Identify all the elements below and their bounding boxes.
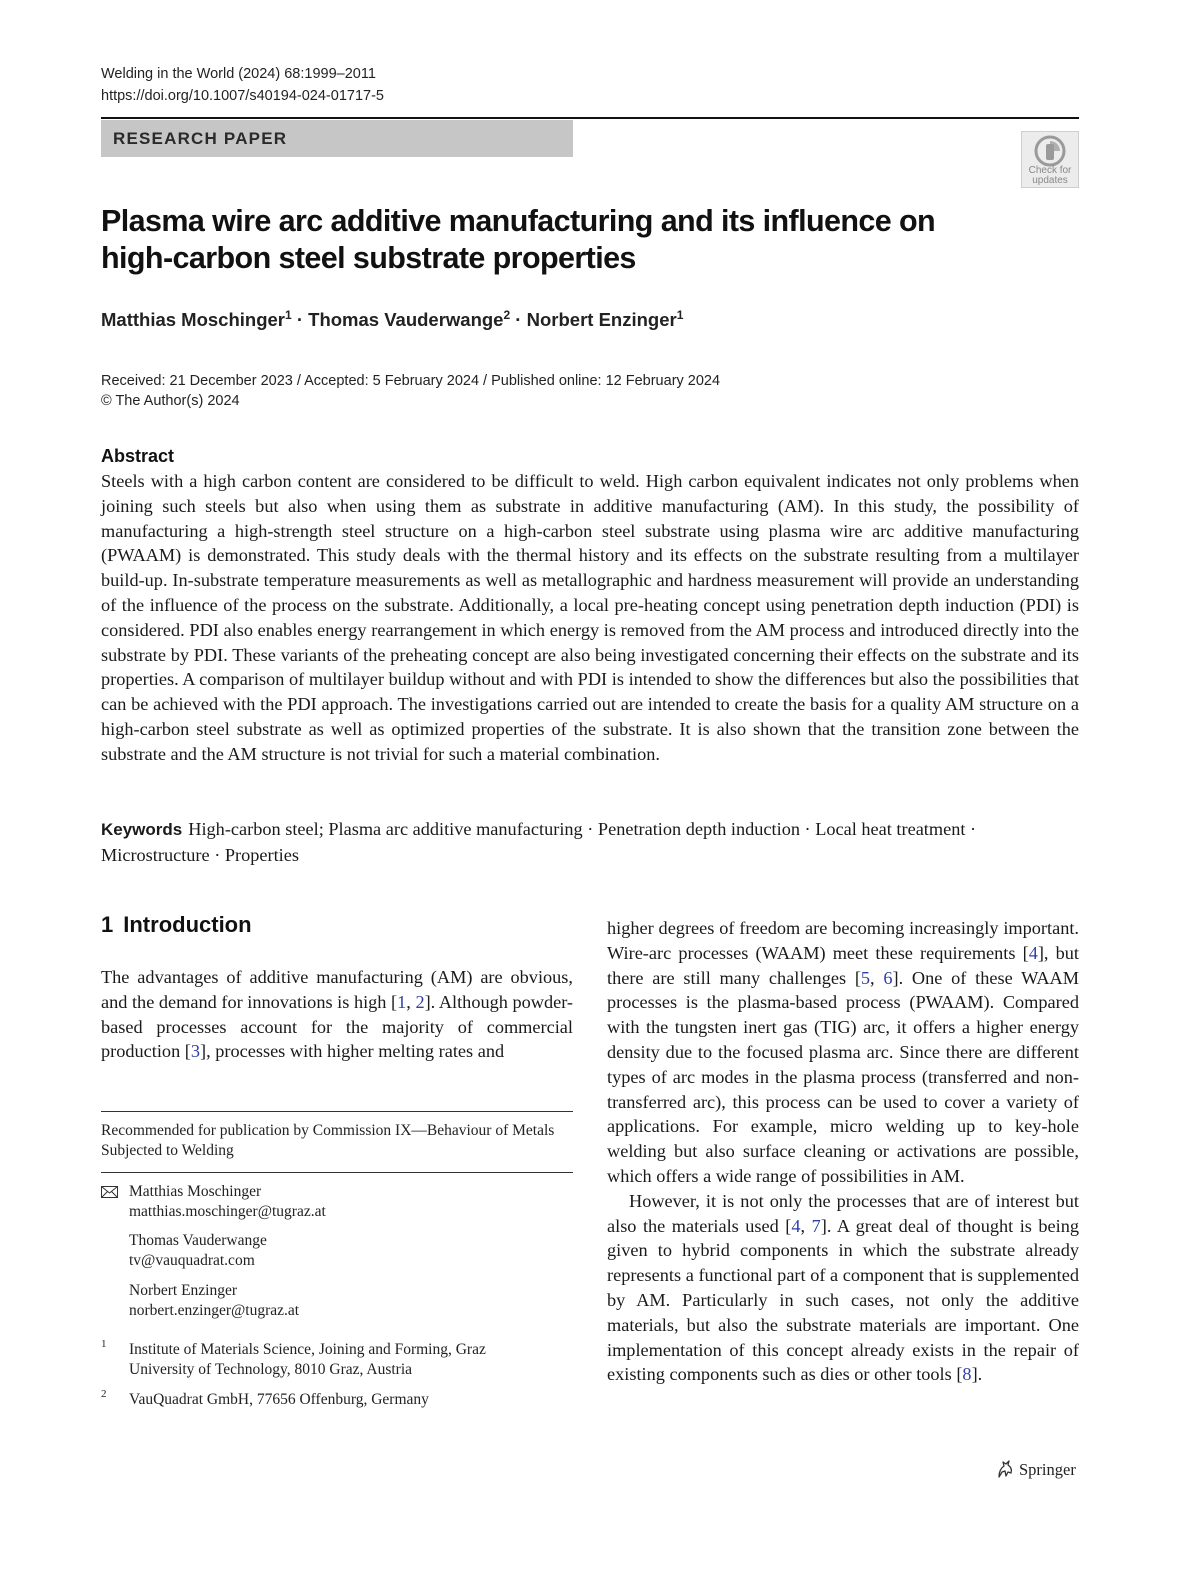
intro-paragraph-1: The advantages of additive manufacturing (AM) are obvious, and the demand for innovations is high [1, 2]. Although powder-based processes account for the majority of commercial production [3], processes with higher melting rates and xyxy=(101,967,574,1062)
citation-link[interactable]: 3 xyxy=(190,1041,201,1062)
journal-citation: Welding in the World (2024) 68:1999–2011 xyxy=(101,66,376,82)
abstract-text: Steels with a high carbon content are considered to be difficult to weld. High carbon equivalent indicates not only problems when joining such steels but also when using them as substrate in additive manufacturing (AM). In this study, the possibility of manufacturing a high-strength steel structure on a high-carbon steel substrate using plasma wire arc additive manufacturing (PWAAM) is demonstrated. This study deals with the thermal history and its effects on the substrate resulting from a multilayer build-up. In-substrate temperature measurements as well as metallographic and hardness measurement will provide an understanding of the influence of the process on the substrate. Additionally, a local pre-heating concept using penetration depth induction (PDI) is considered. PDI also enables energy rearrangement in which energy is removed from the AM process and introduced directly into the substrate by PDI. These variants of the preheating concept are also being investigated concerning their effects on the substrate and its properties. A comparison of multilayer buildup without and with PDI is intended to show the differences but also the possibilities that can be achieved with the PDI approach. The investigations carried out are intended to create the basis for a quality AM structure on a high-carbon steel substrate as well as optimized properties of the substrate. It is also shown that the transition zone between the substrate and the AM structure is not trivial for such a material combination. xyxy=(101,471,1079,764)
contact-email[interactable]: matthias.moschinger@tugraz.at xyxy=(129,1203,326,1220)
author-affiliation-marker: 1 xyxy=(285,308,292,322)
intro-right-column xyxy=(607,916,1079,1387)
copyright-line: © The Author(s) 2024 xyxy=(101,393,240,409)
citation-link[interactable]: 8 xyxy=(962,1364,972,1385)
intro-paragraph-1-cont: higher degrees of freedom are becoming increasingly important. Wire-arc processes (WAAM) meet these requirements [4], but there are still many challenges [5, 6]. One of these WAAM processes is the plasma-based process (PWAAM). Compared with the tungsten inert gas (TIG) arc, it offers a higher energy density due to the focused plasma arc. Since there are different types of arc modes in the plasma process (transferred and non-transferred arc), this process can be used to cover a variety of applications. For example, micro welding up to key-hole welding but also surface cleaning or activations are possible, which offers a wide range of possibilities in AM. xyxy=(607,918,1079,1186)
contact-name: Norbert Enzinger xyxy=(129,1282,238,1299)
citation-link[interactable]: 4 xyxy=(1028,942,1038,963)
section-bar xyxy=(101,120,573,157)
contact-email[interactable]: norbert.enzinger@tugraz.at xyxy=(129,1302,300,1319)
crossmark-line1: Check for xyxy=(1028,165,1072,176)
section-title: Introduction xyxy=(123,912,252,937)
footnote-rule xyxy=(101,1172,573,1173)
affiliation-number: 1 xyxy=(101,1338,107,1350)
intro-paragraph-2: However, it is not only the processes that are of interest but also the materials used [4, 7]. A great deal of thought is being given to hybrid components in which the substrate already represents a functional part of a component that is supplemented by AM. Particularly in such cases, not only the additive materials, but also the substrate materials are important. One implementation of this concept already exists in the repair of existing components such as dies or other tools [8]. xyxy=(607,1190,1080,1385)
affiliation-2: VauQuadrat GmbH, 77656 Offenburg, Germany xyxy=(129,1391,429,1408)
publisher-name: Springer xyxy=(1019,1460,1076,1479)
author-affiliation-marker: 2 xyxy=(503,308,511,322)
citation-link[interactable]: 1 xyxy=(397,991,407,1012)
keywords-label: Keywords xyxy=(101,820,183,839)
keywords xyxy=(101,817,1079,868)
author-affiliation-marker: 1 xyxy=(676,308,684,322)
citation-link[interactable]: 6 xyxy=(883,967,893,988)
section-label: RESEARCH PAPER xyxy=(113,129,288,148)
dates-line: Received: 21 December 2023 / Accepted: 5 February 2024 / Published online: 12 February 2024 xyxy=(101,373,721,389)
contact-entry xyxy=(129,1231,267,1271)
publisher-logo xyxy=(995,1459,1076,1480)
header-rule xyxy=(101,117,1079,119)
doi-link[interactable]: https://doi.org/10.1007/s40194-024-01717-5 xyxy=(101,88,384,104)
journal-header xyxy=(101,63,384,107)
crossmark-line2: updates xyxy=(1032,175,1068,186)
author-name[interactable]: Thomas Vauderwange xyxy=(308,309,504,330)
abstract-heading: Abstract xyxy=(101,446,175,466)
citation-link[interactable]: 2 xyxy=(415,991,425,1012)
recommendation-note: Recommended for publication by Commission IX—Behaviour of Metals Subjected to Welding xyxy=(101,1122,555,1159)
envelope-icon xyxy=(101,1186,118,1198)
keywords-text: High-carbon steel; Plasma arc additive manufacturing · Penetration depth induction · Local heat treatment · Microstructure · Properties xyxy=(101,819,977,865)
citation-link[interactable]: 5 xyxy=(860,967,871,988)
section-heading-introduction xyxy=(101,912,252,938)
author-separator: · xyxy=(291,309,309,330)
contact-entry xyxy=(129,1182,326,1222)
author-name[interactable]: Norbert Enzinger xyxy=(526,309,677,330)
affiliation-number: 2 xyxy=(101,1388,107,1400)
crossmark-icon xyxy=(1034,135,1066,167)
paper-title: Plasma wire arc additive manufacturing and its influence on high-carbon steel substrate properties xyxy=(101,204,936,275)
section-number: 1 xyxy=(101,912,114,937)
author-separator: · xyxy=(510,309,527,330)
contact-name: Thomas Vauderwange xyxy=(129,1232,267,1249)
footnote-rule xyxy=(101,1111,573,1112)
citation-link[interactable]: 4 xyxy=(791,1215,801,1236)
author-list xyxy=(101,309,683,331)
contact-entry xyxy=(129,1281,299,1321)
author-name[interactable]: Matthias Moschinger xyxy=(101,309,285,330)
check-for-updates-badge[interactable] xyxy=(1021,131,1079,188)
contact-email[interactable]: tv@vauquadrat.com xyxy=(129,1252,255,1269)
contact-name: Matthias Moschinger xyxy=(129,1183,262,1200)
affiliation-1: Institute of Materials Science, Joining and Forming, Graz University of Technology, 8010 Graz, Austria xyxy=(129,1341,486,1378)
citation-link[interactable]: 7 xyxy=(811,1215,821,1236)
intro-left-column xyxy=(101,965,573,1064)
publication-dates xyxy=(101,371,720,411)
springer-horse-icon xyxy=(995,1459,1015,1479)
